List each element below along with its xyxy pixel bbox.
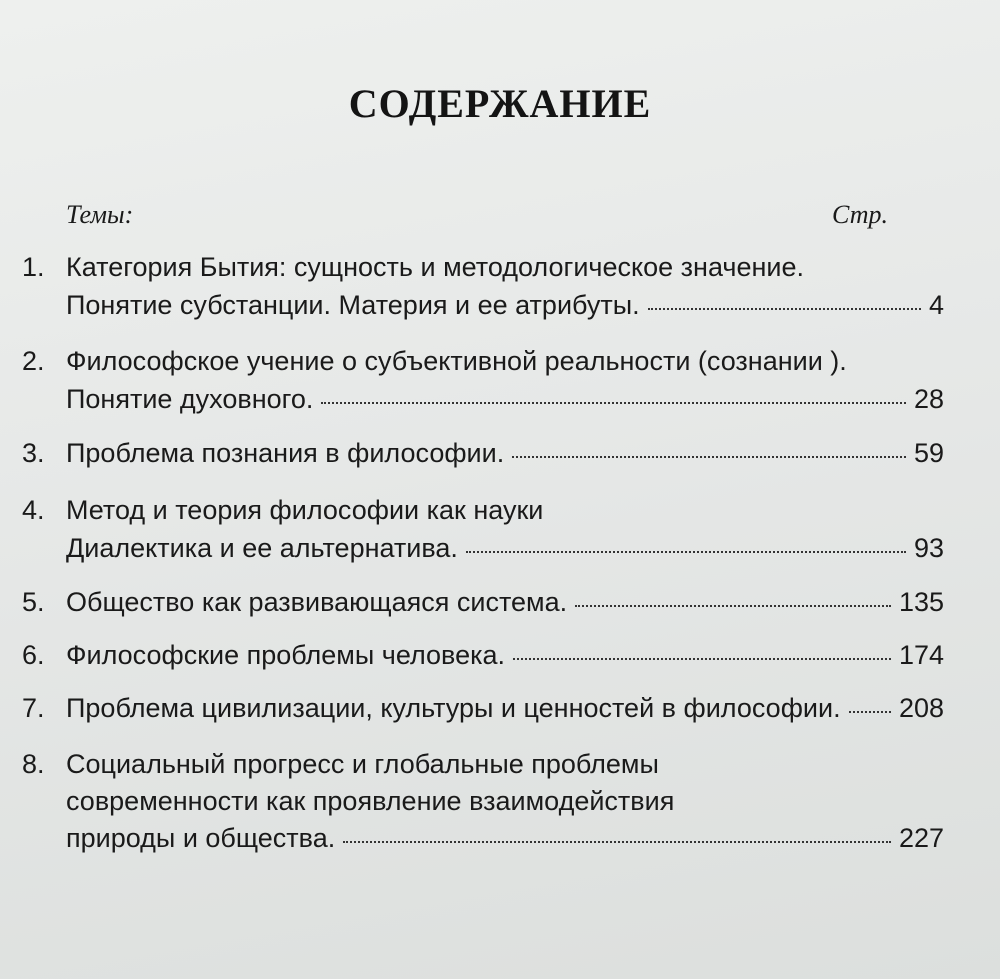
dot-leader — [343, 841, 891, 843]
entry-page-number: 208 — [898, 693, 944, 723]
entry-last-line — [66, 533, 944, 564]
entry-title-line: Категория Бытия: сущность и методологическое значение. — [66, 252, 804, 282]
dot-leader — [575, 605, 891, 607]
dot-leader — [648, 308, 921, 310]
entry-title-line: природы и общества. — [66, 823, 336, 853]
entry-title-line: Философское учение о субъективной реальности (сознании ). — [66, 346, 847, 376]
entry-title-line: Понятие духовного. — [66, 384, 314, 414]
entry-page-number: 174 — [898, 640, 944, 670]
entry-title-line: Общество как развивающаяся система. — [66, 587, 568, 617]
entry-page-number: 59 — [913, 438, 944, 468]
entry-last-line — [66, 438, 944, 469]
entry-number: 5. — [22, 587, 45, 617]
entry-page-number: 93 — [913, 533, 944, 563]
entry-last-line — [66, 384, 944, 415]
entry-title-line: Понятие субстанции. Материя и ее атрибуты. — [66, 290, 640, 320]
entry-last-line — [66, 290, 944, 321]
entry-last-line — [66, 587, 944, 618]
entry-page-number: 227 — [898, 823, 944, 853]
dot-leader — [849, 711, 891, 713]
entry-number: 2. — [22, 346, 45, 376]
entry-number: 3. — [22, 438, 45, 468]
themes-header: Темы: — [66, 200, 134, 229]
entry-last-line — [66, 823, 944, 854]
entry-title-line: современности как проявление взаимодействия — [66, 786, 675, 816]
entry-title-line: Метод и теория философии как науки — [66, 495, 544, 525]
entry-number: 7. — [22, 693, 45, 723]
entry-number: 4. — [22, 495, 45, 525]
entry-last-line — [66, 693, 944, 724]
entry-page-number: 135 — [898, 587, 944, 617]
entry-number: 6. — [22, 640, 45, 670]
entry-page-number: 28 — [913, 384, 944, 414]
page-column-header: Стр. — [832, 200, 888, 229]
page-title: СОДЕРЖАНИЕ — [348, 81, 652, 126]
entry-page-number: 4 — [928, 290, 944, 320]
dot-leader — [512, 456, 906, 458]
dot-leader — [321, 402, 906, 404]
dot-leader — [466, 551, 906, 553]
entry-number: 1. — [22, 252, 45, 282]
entry-title-line: Проблема познания в философии. — [66, 438, 505, 468]
entry-title-line: Философские проблемы человека. — [66, 640, 506, 670]
dot-leader — [513, 658, 891, 660]
entry-title-line: Социальный прогресс и глобальные проблемы — [66, 749, 659, 779]
entry-number: 8. — [22, 749, 45, 779]
entry-last-line — [66, 640, 944, 671]
entry-title-line: Проблема цивилизации, культуры и ценностей в философии. — [66, 693, 841, 723]
entry-title-line: Диалектика и ее альтернатива. — [66, 533, 458, 563]
